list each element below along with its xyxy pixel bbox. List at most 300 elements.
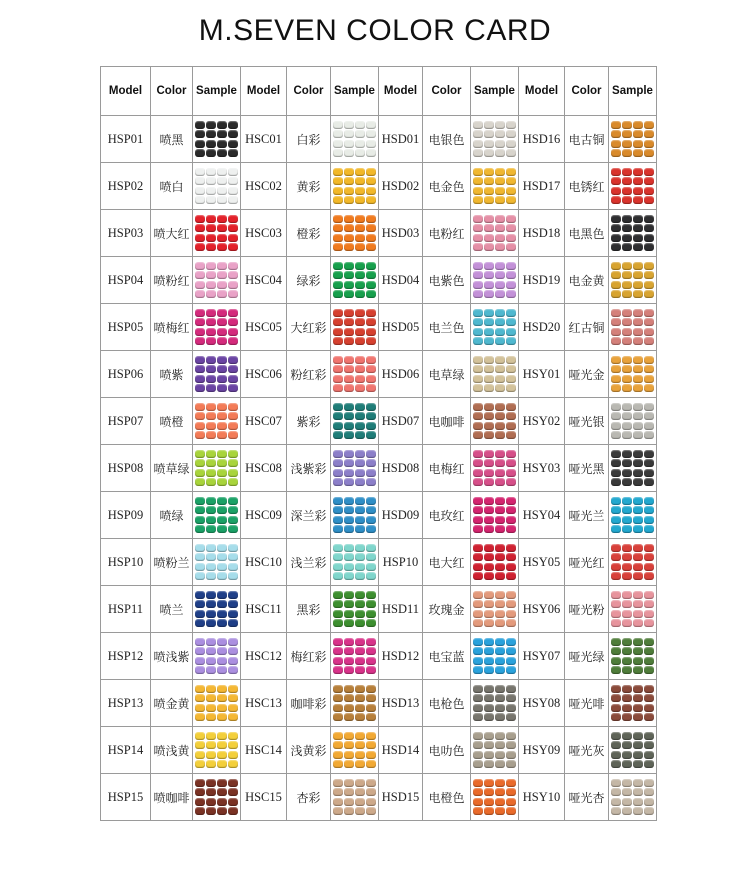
swatch-chip <box>333 130 343 138</box>
swatch-chip <box>622 807 632 815</box>
swatch-chip <box>611 431 621 439</box>
swatch-chip <box>228 798 238 806</box>
swatch-chip <box>622 281 632 289</box>
swatch-chip <box>622 497 632 505</box>
swatch-chip <box>228 741 238 749</box>
swatch-chip <box>495 685 505 693</box>
swatch-chip <box>506 666 516 674</box>
color-swatch <box>195 496 239 534</box>
color-swatch <box>473 308 517 346</box>
swatch-chip <box>217 168 227 176</box>
swatch-chip <box>644 600 654 608</box>
swatch-chip <box>217 638 227 646</box>
swatch-chip <box>633 732 643 740</box>
swatch-chip <box>495 271 505 279</box>
swatch-chip <box>206 694 216 702</box>
swatch-chip <box>344 751 354 759</box>
swatch-chip <box>484 318 494 326</box>
swatch-chip <box>495 591 505 599</box>
sample-cell <box>609 539 657 586</box>
swatch-chip <box>217 196 227 204</box>
swatch-chip <box>644 356 654 364</box>
swatch-chip <box>355 525 365 533</box>
swatch-chip <box>611 318 621 326</box>
swatch-chip <box>206 384 216 392</box>
color-name: 电黑色 <box>565 210 609 257</box>
swatch-chip <box>355 262 365 270</box>
swatch-chip <box>366 328 376 336</box>
swatch-chip <box>611 516 621 524</box>
swatch-chip <box>506 506 516 514</box>
swatch-chip <box>495 666 505 674</box>
swatch-chip <box>484 478 494 486</box>
swatch-chip <box>484 516 494 524</box>
color-swatch <box>333 261 377 299</box>
swatch-chip <box>633 741 643 749</box>
swatch-chip <box>333 234 343 242</box>
swatch-chip <box>355 196 365 204</box>
color-swatch <box>333 778 377 816</box>
swatch-chip <box>633 619 643 627</box>
swatch-chip <box>473 506 483 514</box>
swatch-chip <box>195 431 205 439</box>
sample-cell <box>193 492 241 539</box>
swatch-chip <box>611 666 621 674</box>
model-code: HSD19 <box>519 257 565 304</box>
swatch-chip <box>355 384 365 392</box>
swatch-chip <box>473 563 483 571</box>
swatch-chip <box>484 779 494 787</box>
color-name: 咖啡彩 <box>287 680 331 727</box>
swatch-chip <box>473 694 483 702</box>
swatch-chip <box>217 262 227 270</box>
swatch-chip <box>333 666 343 674</box>
swatch-chip <box>206 760 216 768</box>
swatch-chip <box>366 149 376 157</box>
swatch-chip <box>206 591 216 599</box>
swatch-chip <box>484 412 494 420</box>
color-swatch <box>611 731 655 769</box>
swatch-chip <box>484 168 494 176</box>
swatch-chip <box>633 262 643 270</box>
color-name: 哑光金 <box>565 351 609 398</box>
color-name: 电金色 <box>423 163 471 210</box>
swatch-chip <box>344 478 354 486</box>
color-name: 黑彩 <box>287 586 331 633</box>
swatch-chip <box>366 309 376 317</box>
swatch-chip <box>506 553 516 561</box>
color-swatch <box>473 449 517 487</box>
swatch-chip <box>633 187 643 195</box>
swatch-chip <box>195 356 205 364</box>
sample-cell <box>331 304 379 351</box>
swatch-chip <box>633 215 643 223</box>
swatch-chip <box>217 798 227 806</box>
swatch-chip <box>333 788 343 796</box>
swatch-chip <box>355 779 365 787</box>
swatch-chip <box>611 478 621 486</box>
swatch-chip <box>633 459 643 467</box>
swatch-chip <box>633 224 643 232</box>
sample-cell <box>193 727 241 774</box>
swatch-chip <box>217 290 227 298</box>
swatch-chip <box>495 459 505 467</box>
sample-cell <box>609 210 657 257</box>
swatch-chip <box>228 130 238 138</box>
swatch-chip <box>228 431 238 439</box>
swatch-chip <box>344 412 354 420</box>
color-name: 绿彩 <box>287 257 331 304</box>
sample-cell <box>471 210 519 257</box>
swatch-chip <box>506 450 516 458</box>
swatch-chip <box>622 647 632 655</box>
swatch-chip <box>355 516 365 524</box>
swatch-chip <box>195 328 205 336</box>
swatch-chip <box>506 422 516 430</box>
swatch-chip <box>206 666 216 674</box>
color-swatch <box>333 214 377 252</box>
swatch-chip <box>495 412 505 420</box>
swatch-chip <box>506 290 516 298</box>
swatch-chip <box>644 788 654 796</box>
swatch-chip <box>355 647 365 655</box>
color-swatch <box>473 543 517 581</box>
swatch-chip <box>333 290 343 298</box>
swatch-chip <box>484 553 494 561</box>
swatch-chip <box>495 760 505 768</box>
swatch-chip <box>355 224 365 232</box>
swatch-chip <box>333 713 343 721</box>
color-swatch <box>611 308 655 346</box>
color-name: 黄彩 <box>287 163 331 210</box>
color-name: 哑光粉 <box>565 586 609 633</box>
swatch-chip <box>206 516 216 524</box>
sample-cell <box>609 257 657 304</box>
color-swatch <box>611 261 655 299</box>
swatch-chip <box>333 544 343 552</box>
swatch-chip <box>228 149 238 157</box>
swatch-chip <box>228 469 238 477</box>
swatch-chip <box>473 149 483 157</box>
swatch-chip <box>473 121 483 129</box>
swatch-chip <box>366 459 376 467</box>
color-swatch <box>611 214 655 252</box>
swatch-chip <box>195 234 205 242</box>
swatch-chip <box>495 356 505 364</box>
swatch-chip <box>366 506 376 514</box>
swatch-chip <box>195 619 205 627</box>
swatch-chip <box>611 807 621 815</box>
swatch-chip <box>217 694 227 702</box>
swatch-chip <box>366 318 376 326</box>
swatch-chip <box>506 525 516 533</box>
swatch-chip <box>206 121 216 129</box>
swatch-chip <box>506 187 516 195</box>
swatch-chip <box>206 431 216 439</box>
swatch-chip <box>366 262 376 270</box>
swatch-chip <box>633 516 643 524</box>
color-swatch <box>611 543 655 581</box>
model-code: HSD04 <box>379 257 423 304</box>
table-row <box>101 727 657 774</box>
swatch-chip <box>366 497 376 505</box>
swatch-chip <box>344 685 354 693</box>
swatch-chip <box>344 807 354 815</box>
swatch-chip <box>473 431 483 439</box>
swatch-chip <box>506 356 516 364</box>
color-name: 大红彩 <box>287 304 331 351</box>
sample-cell <box>471 398 519 445</box>
model-code: HSD02 <box>379 163 423 210</box>
swatch-chip <box>506 431 516 439</box>
swatch-chip <box>611 224 621 232</box>
swatch-chip <box>611 177 621 185</box>
color-name: 电古铜 <box>565 116 609 163</box>
color-name: 电宝蓝 <box>423 633 471 680</box>
swatch-chip <box>333 403 343 411</box>
swatch-chip <box>506 516 516 524</box>
swatch-chip <box>355 751 365 759</box>
swatch-chip <box>206 375 216 383</box>
swatch-chip <box>611 337 621 345</box>
swatch-chip <box>228 619 238 627</box>
swatch-chip <box>644 478 654 486</box>
color-name: 电大红 <box>423 539 471 586</box>
swatch-chip <box>644 328 654 336</box>
swatch-chip <box>633 638 643 646</box>
model-code: HSD09 <box>379 492 423 539</box>
swatch-chip <box>495 600 505 608</box>
swatch-chip <box>622 544 632 552</box>
swatch-chip <box>633 525 643 533</box>
swatch-chip <box>195 563 205 571</box>
swatch-chip <box>366 572 376 580</box>
swatch-chip <box>206 798 216 806</box>
model-code: HSP05 <box>101 304 151 351</box>
swatch-chip <box>366 337 376 345</box>
swatch-chip <box>366 741 376 749</box>
swatch-chip <box>484 807 494 815</box>
color-name: 电银色 <box>423 116 471 163</box>
swatch-chip <box>495 431 505 439</box>
swatch-chip <box>195 704 205 712</box>
color-swatch <box>195 684 239 722</box>
swatch-chip <box>333 459 343 467</box>
sample-cell <box>609 116 657 163</box>
swatch-chip <box>622 121 632 129</box>
swatch-chip <box>195 243 205 251</box>
header-row <box>101 67 657 116</box>
swatch-chip <box>633 337 643 345</box>
swatch-chip <box>611 751 621 759</box>
swatch-chip <box>473 309 483 317</box>
color-swatch <box>611 120 655 158</box>
swatch-chip <box>611 149 621 157</box>
swatch-chip <box>333 337 343 345</box>
swatch-chip <box>355 431 365 439</box>
swatch-chip <box>506 375 516 383</box>
swatch-chip <box>355 412 365 420</box>
swatch-chip <box>611 328 621 336</box>
swatch-chip <box>473 638 483 646</box>
swatch-chip <box>228 591 238 599</box>
swatch-chip <box>333 798 343 806</box>
swatch-chip <box>206 478 216 486</box>
swatch-chip <box>217 525 227 533</box>
swatch-chip <box>611 563 621 571</box>
swatch-chip <box>333 732 343 740</box>
swatch-chip <box>495 365 505 373</box>
sample-cell <box>331 586 379 633</box>
color-swatch <box>611 449 655 487</box>
swatch-chip <box>633 431 643 439</box>
swatch-chip <box>195 657 205 665</box>
column-header-model: Model <box>379 67 423 116</box>
swatch-chip <box>344 431 354 439</box>
swatch-chip <box>206 224 216 232</box>
swatch-chip <box>217 685 227 693</box>
color-name: 紫彩 <box>287 398 331 445</box>
color-swatch <box>611 167 655 205</box>
swatch-chip <box>355 553 365 561</box>
swatch-chip <box>473 177 483 185</box>
swatch-chip <box>622 798 632 806</box>
swatch-chip <box>366 271 376 279</box>
swatch-chip <box>206 638 216 646</box>
swatch-chip <box>344 788 354 796</box>
table-row <box>101 586 657 633</box>
sample-cell <box>471 116 519 163</box>
swatch-chip <box>622 751 632 759</box>
swatch-chip <box>366 168 376 176</box>
swatch-chip <box>495 121 505 129</box>
swatch-chip <box>228 356 238 364</box>
swatch-chip <box>206 619 216 627</box>
swatch-chip <box>506 149 516 157</box>
color-name: 粉红彩 <box>287 351 331 398</box>
swatch-chip <box>355 459 365 467</box>
swatch-chip <box>506 713 516 721</box>
swatch-chip <box>622 384 632 392</box>
sample-cell <box>471 539 519 586</box>
swatch-chip <box>366 384 376 392</box>
swatch-chip <box>611 168 621 176</box>
swatch-chip <box>228 760 238 768</box>
swatch-chip <box>484 121 494 129</box>
color-name: 喷大红 <box>151 210 193 257</box>
color-name: 喷浅紫 <box>151 633 193 680</box>
color-name: 电草绿 <box>423 351 471 398</box>
swatch-chip <box>195 591 205 599</box>
swatch-chip <box>644 760 654 768</box>
color-name: 喷草绿 <box>151 445 193 492</box>
swatch-chip <box>217 337 227 345</box>
swatch-chip <box>473 497 483 505</box>
swatch-chip <box>611 713 621 721</box>
swatch-chip <box>344 168 354 176</box>
swatch-chip <box>633 356 643 364</box>
swatch-chip <box>622 450 632 458</box>
swatch-chip <box>611 384 621 392</box>
swatch-chip <box>228 779 238 787</box>
swatch-chip <box>195 196 205 204</box>
color-swatch <box>333 120 377 158</box>
swatch-chip <box>506 168 516 176</box>
sample-cell <box>609 304 657 351</box>
color-name: 喷粉红 <box>151 257 193 304</box>
swatch-chip <box>644 807 654 815</box>
swatch-chip <box>484 732 494 740</box>
swatch-chip <box>217 469 227 477</box>
model-code: HSC15 <box>241 774 287 821</box>
swatch-chip <box>206 525 216 533</box>
swatch-chip <box>484 262 494 270</box>
swatch-chip <box>206 741 216 749</box>
swatch-chip <box>355 140 365 148</box>
color-name: 电粉红 <box>423 210 471 257</box>
sample-cell <box>331 727 379 774</box>
swatch-chip <box>484 572 494 580</box>
sample-cell <box>609 492 657 539</box>
color-swatch <box>473 214 517 252</box>
swatch-chip <box>366 657 376 665</box>
swatch-chip <box>195 450 205 458</box>
swatch-chip <box>228 638 238 646</box>
swatch-chip <box>495 384 505 392</box>
swatch-chip <box>473 516 483 524</box>
column-header-sample: Sample <box>471 67 519 116</box>
swatch-chip <box>355 149 365 157</box>
color-swatch <box>473 684 517 722</box>
swatch-chip <box>228 704 238 712</box>
swatch-chip <box>195 638 205 646</box>
swatch-chip <box>473 478 483 486</box>
model-code: HSC05 <box>241 304 287 351</box>
color-name: 喷咖啡 <box>151 774 193 821</box>
swatch-chip <box>366 685 376 693</box>
swatch-chip <box>622 657 632 665</box>
swatch-chip <box>355 685 365 693</box>
color-swatch <box>473 261 517 299</box>
swatch-chip <box>366 196 376 204</box>
swatch-chip <box>506 412 516 420</box>
swatch-chip <box>622 215 632 223</box>
swatch-chip <box>473 685 483 693</box>
sample-cell <box>193 680 241 727</box>
swatch-chip <box>195 318 205 326</box>
swatch-chip <box>228 713 238 721</box>
swatch-chip <box>473 788 483 796</box>
swatch-chip <box>228 563 238 571</box>
swatch-chip <box>622 741 632 749</box>
color-name: 喷绿 <box>151 492 193 539</box>
sample-cell <box>471 257 519 304</box>
swatch-chip <box>495 516 505 524</box>
swatch-chip <box>355 638 365 646</box>
swatch-chip <box>506 337 516 345</box>
swatch-chip <box>633 779 643 787</box>
color-name: 电金黄 <box>565 257 609 304</box>
sample-cell <box>609 351 657 398</box>
swatch-chip <box>217 271 227 279</box>
swatch-chip <box>633 403 643 411</box>
color-name: 喷白 <box>151 163 193 210</box>
table-row <box>101 257 657 304</box>
swatch-chip <box>333 375 343 383</box>
swatch-chip <box>484 741 494 749</box>
swatch-chip <box>206 600 216 608</box>
swatch-chip <box>195 525 205 533</box>
